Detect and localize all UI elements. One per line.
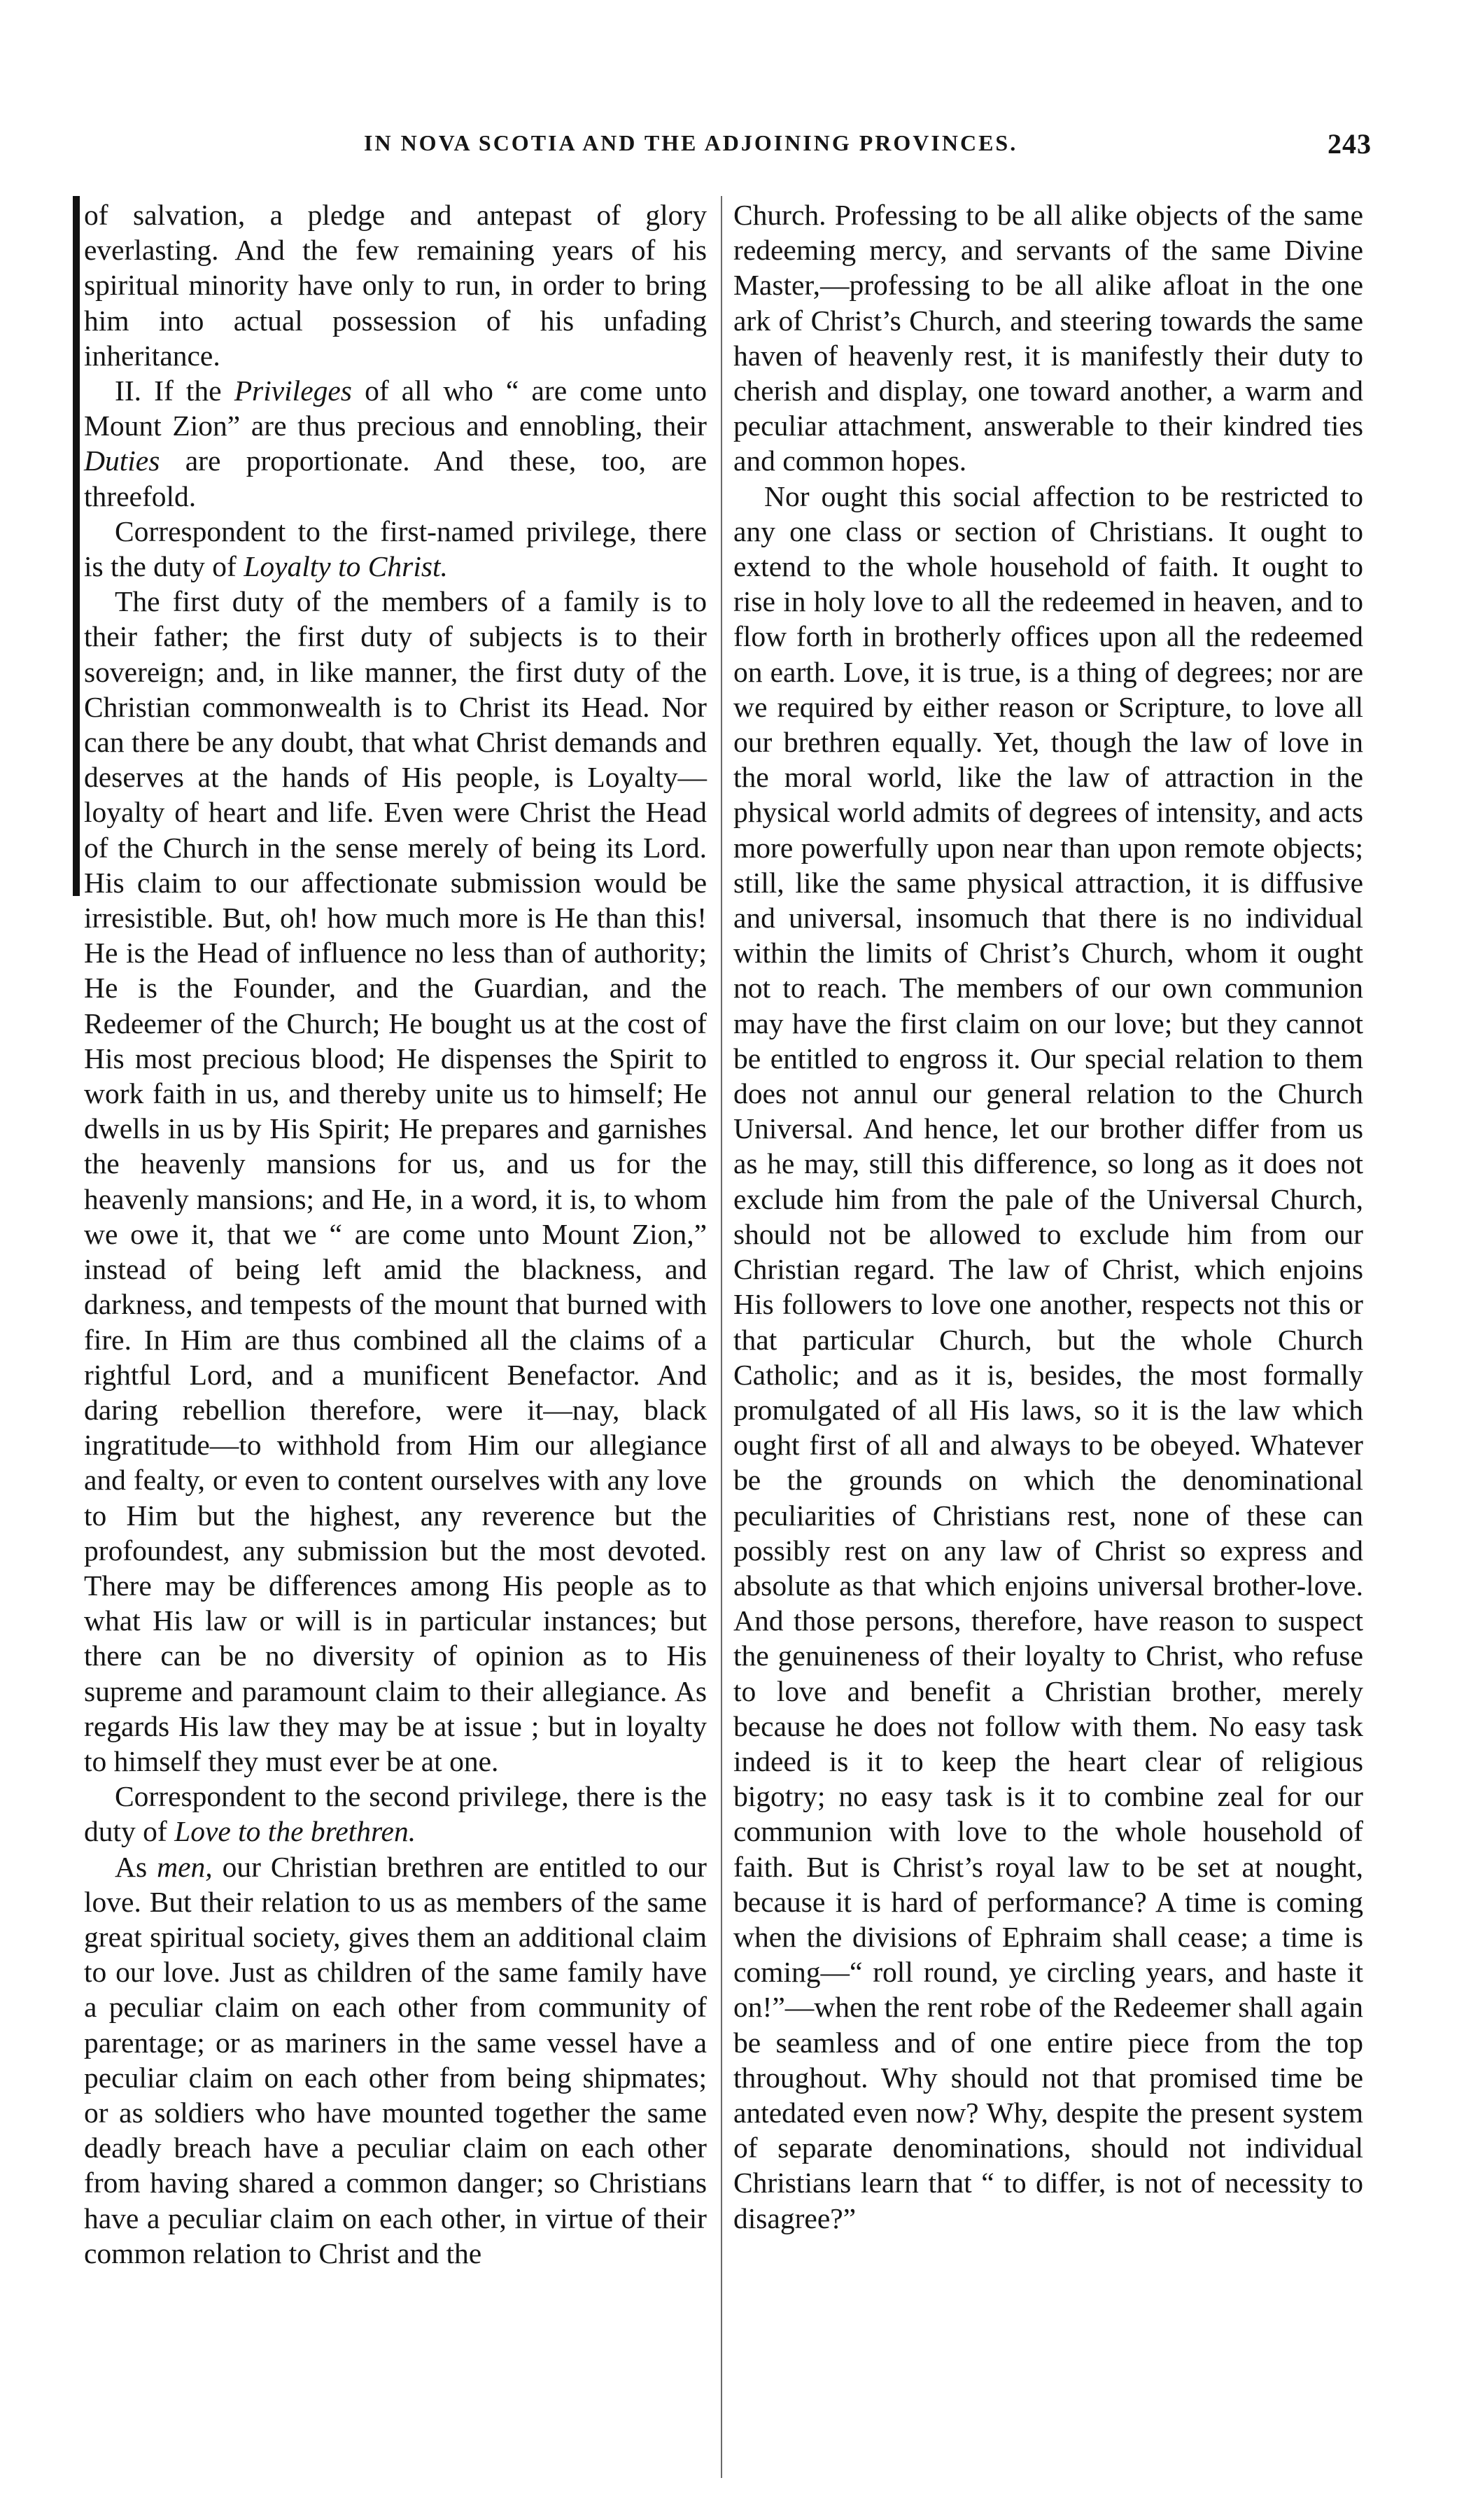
paragraph: of salvation, a pledge and antepast of glory everlasting. And the few remaining years of his spiritual minority have only to run, in order to bring him into actual possession of his unfading inheritance. [84,199,707,372]
text-run: II. If the [115,374,234,407]
emphasis: Love to the brethren. [174,1815,416,1848]
emphasis: men, [157,1850,213,1883]
paragraph [84,1779,707,1849]
emphasis: Loyalty to Christ. [244,550,448,583]
text-run: are proportionate. And these, too, are threefold. [84,444,707,512]
paragraph: Nor ought this social affection to be restricted to any one class or section of Christians. It ought to extend to the whole household of faith. It ought to rise in holy love to all the redeemed in heaven, and to flow forth in brotherly offices upon all the redeemed on earth. Love, it is true, is a thing of degrees; nor are we required by either reason or Scripture, to love all our brethren equally. Yet, though the law of love in the moral world, like the law of attraction in the physical world admits of degrees of intensity, and acts more powerfully upon near than upon remote objects; still, like the same physical attraction, it is diffusive and universal, insomuch that there is no individual within the limits of Christ’s Church, whom it ought not to reach. The members of our own communion may have the first claim on our love; but they cannot be entitled to engross it. Our special relation to them does not annul our general relation to the Church Universal. And hence, let our brother differ from us as he may, still this difference, so long as it does not exclude him from the pale of the Universal Church, should not be allowed to exclude him from our Christian regard. The law of Christ, which enjoins His followers to love one another, respects not this or that particular Church, but the whole Church Catholic; and as it is, besides, the most formally promulgated of all His laws, so it is the law which ought first of all and always to be obeyed. Whatever be the grounds on which the denominational peculiarities of Christians rest, none of these can possibly rest on any law of Christ so express and absolute as that which enjoins universal brother-love. And those persons, therefore, have reason to suspect the genuineness of their loyalty to Christ, who refuse to love and benefit a Christian brother, merely because he does not follow with them. No easy task indeed is it to keep the heart clear of religious bigotry; no easy task is it to combine zeal for our communion with love to the whole household of faith. But is Christ’s royal law to be set at nought, because it is hard of performance? A time is coming when the divisions of Ephraim shall cease; a time is coming—“ roll round, ye circling years, and haste it on!”—when the rent robe of the Redeemer shall again be seamless and of one entire piece from the top throughout. Why should not that promised time be antedated even now? Why, despite the present system of separate denominations, should not individual Christians learn that “ to differ, is not of necessity to disagree?” [733,479,1363,2234]
running-head-title: IN NOVA SCOTIA AND THE ADJOINING PROVINCES. [364,130,1018,155]
text-run: Correspondent to the first-named privilege, there is the duty of [84,514,707,583]
binding-edge-shadow [73,196,80,896]
text-run: our Christian brethren are entitled to our love. But their relation to us as members of the same great spiritual society, gives them an additional claim to our love. Just as children of the same family have a peculiar claim on each other from community of parentage; or as mariners in the same vessel have a peculiar claim on each other from being shipmates; or as soldiers who have mounted together the same deadly breach have a peculiar claim on each other from having shared a common danger; so Christians have a peculiar claim on each other, in virtue of their common relation to Christ and the [84,1850,707,2269]
paragraph: The first duty of the members of a family is to their father; the first duty of subjects is to their sovereign; and, in like manner, the first duty of the Christian commonwealth is to Christ its Head. Nor can there be any doubt, that what Christ demands and deserves at the hands of His people, is Loyalty—loyalty of heart and life. Even were Christ the Head of the Church in the sense merely of being its Lord. His claim to our affectionate submission would be irresistible. But, oh! how much more is He than this! He is the Head of influence no less than of authority; He is the Founder, and the Guardian, and the Redeemer of the Church; He bought us at the cost of His most precious blood; He dispenses the Spirit to work faith in us, and thereby unite us to himself; He dwells in us by His Spirit; He prepares and garnishes the heavenly mansions for us, and us for the heavenly mansions; and He, in a word, it is, to whom we owe it, that we “ are come unto Mount Zion,” instead of being left amid the blackness, and darkness, and tempests of the mount that burned with fire. In Him are thus combined all the claims of a rightful Lord, and a munificent Benefactor. And daring rebellion therefore, were it—nay, black ingratitude—to withhold from Him our allegiance and fealty, or even to content ourselves with any love to Him but the highest, any reverence but the profoundest, any submission but the most devoted. There may be differences among His people as to what His law or will is in particular instances; but there can be no diversity of opinion as to His supreme and paramount claim to their allegiance. As regards His law they may be at issue ; but in loyalty to himself they must ever be at one. [84,585,707,1777]
text-run: Correspondent to the second privilege, there is the duty of [84,1780,707,1848]
column-divider [721,196,722,2478]
right-column [733,197,1363,2236]
text-run: of all who “ are come unto Mount Zion” are thus precious and ennobling, their [84,374,707,442]
paragraph [84,1849,707,2271]
paragraph [84,373,707,514]
left-column [84,197,707,2271]
text-run: As [115,1850,157,1883]
paragraph: Church. Professing to be all alike objects of the same redeeming mercy, and servants of the same Divine Master,—professing to be all alike afloat in the one ark of Christ’s Church, and steering towards the same haven of heavenly rest, it is manifestly their duty to cherish and display, one toward another, a warm and peculiar attachment, answerable to their kindred ties and common hopes. [733,199,1363,477]
emphasis: Privileges [234,374,352,407]
page-number: 243 [1328,128,1372,160]
emphasis: Duties [84,444,160,477]
running-head [364,130,1372,172]
paragraph [84,514,707,584]
